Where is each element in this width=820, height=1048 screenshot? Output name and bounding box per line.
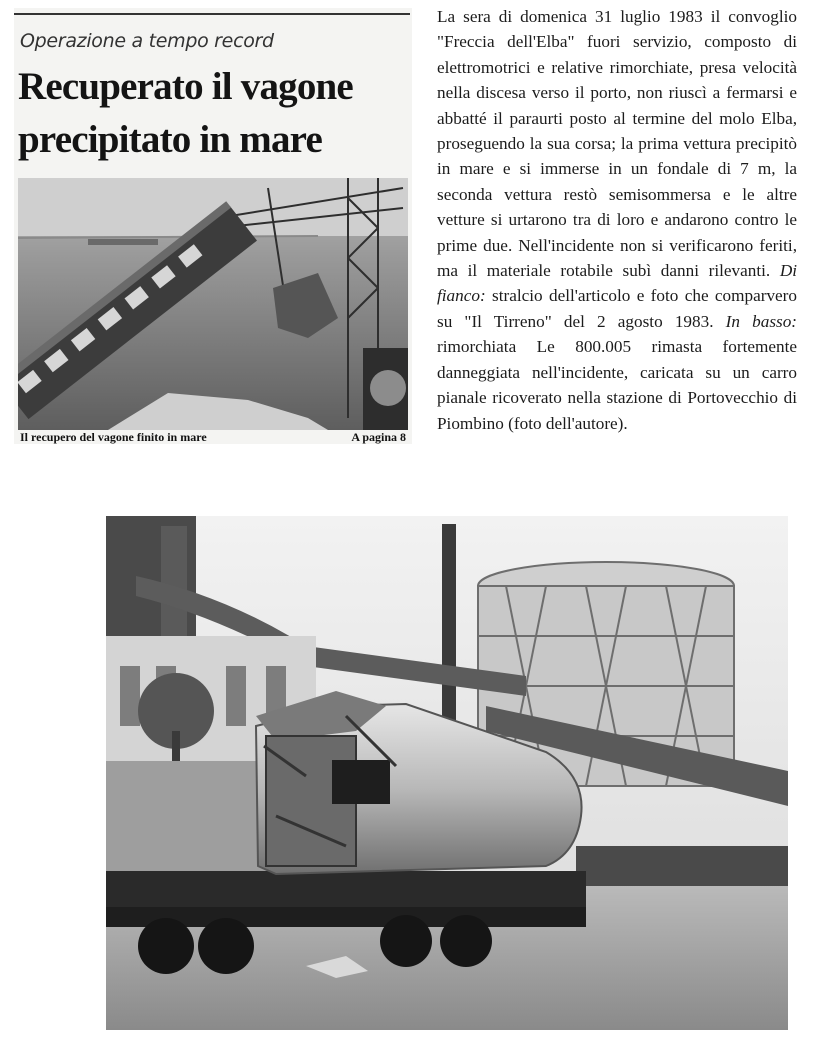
- lead-in-side: Di fianco:: [437, 261, 797, 306]
- clipping-caption: Il recupero del vagone finito in mare: [20, 430, 207, 444]
- clipping-headline: Recuperato il vagone precipitato in mare: [18, 65, 353, 161]
- article-bottom-note: rimorchiata Le 800.005 rimasta fortemente danneggiata nell'incidente, caricata su un carro pianale ricoverato nella stazione di Portovecchio di Piombino (foto dell'autore).: [437, 337, 797, 433]
- clipping-photo-derailed-carriage: [18, 178, 408, 430]
- clipping-kicker: Operazione a tempo record: [20, 30, 274, 52]
- article-text: [437, 4, 797, 436]
- clipping-top-rule: [14, 13, 410, 15]
- newspaper-clipping: [14, 8, 412, 444]
- clipping-page-reference: A pagina 8: [351, 430, 406, 444]
- article-paragraph-main: La sera di domenica 31 luglio 1983 il convoglio "Freccia dell'Elba" fuori servizio, composto di elettromotrici e relative rimorchiate, presa velocità nella discesa verso il porto, non riuscì a fermarsi e abbatté il paraurti posto al termine del molo Elba, proseguendo la sua corsa; la prima vettura precipitò in mare e si immerse in un fondale di 7 m, la seconda vettura restò semisommersa e le altre vetture si urtarono tra di loro e andarono contro le prime due. Nell'incidente non si verificarono feriti, ma il materiale rotabile subì danni rilevanti.: [437, 7, 797, 281]
- clipping-caption-bar: [18, 430, 408, 444]
- article-side-note: stralcio dell'articolo e foto che comparvero su "Il Tirreno" del 2 agosto 1983.: [437, 286, 798, 331]
- photo-damaged-trailer-on-flatcar: [106, 516, 788, 1030]
- lead-in-bottom: In basso:: [725, 311, 798, 331]
